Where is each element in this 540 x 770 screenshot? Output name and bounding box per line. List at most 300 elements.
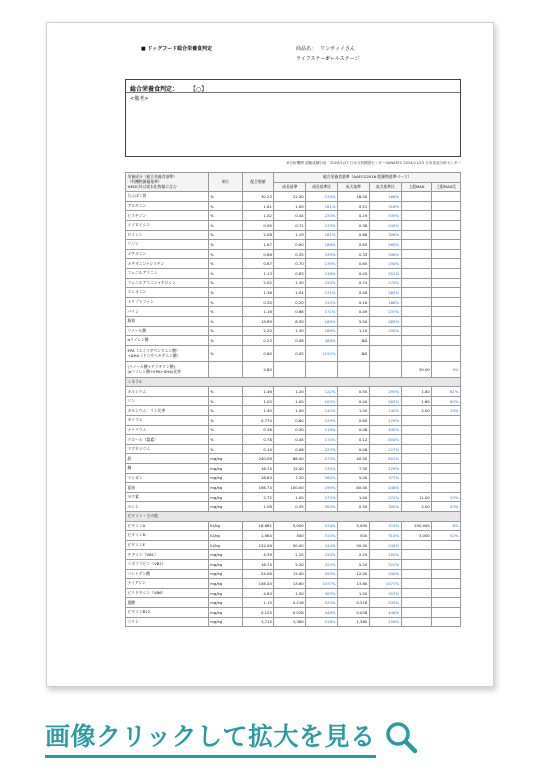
max-ratio-cell xyxy=(432,220,461,230)
growth-standard-cell: 1.20 xyxy=(274,387,306,397)
document-title: ■ ドッグフード総合栄養食判定 xyxy=(141,46,213,52)
max-limit-cell xyxy=(401,444,432,454)
unit-cell: mg/kg xyxy=(208,492,242,502)
growth-ratio-cell: 185% xyxy=(306,316,338,326)
adult-standard-cell: 1.00 xyxy=(337,492,369,502)
unit-cell: % xyxy=(208,406,242,416)
adult-ratio-cell: 227% xyxy=(369,444,401,454)
growth-standard-cell: 0.216 xyxy=(274,598,306,608)
nutrient-name-cell: ビタミンB12 xyxy=(126,607,209,617)
table-row xyxy=(126,492,461,502)
max-limit-cell xyxy=(401,230,432,240)
nutrient-name-cell: ヨウ素 xyxy=(126,492,209,502)
max-ratio-cell xyxy=(432,550,461,560)
nutrient-name-cell: メチオニン+シスチン xyxy=(126,259,209,269)
unit-cell: mg/kg xyxy=(208,502,242,512)
sub-header: 上限MAX xyxy=(401,182,432,192)
unit-cell: % xyxy=(208,425,242,435)
growth-standard-cell: 1.00 xyxy=(274,201,306,211)
adult-standard-cell: 0.33 xyxy=(337,249,369,259)
table-row xyxy=(126,396,461,406)
adult-standard-cell: 0.12 xyxy=(337,435,369,445)
growth-standard-cell: 88.00 xyxy=(274,454,306,464)
growth-ratio-cell: 288% xyxy=(306,336,338,346)
value-cell: 2.80 xyxy=(242,361,274,377)
unit-cell: % xyxy=(208,220,242,230)
adult-standard-cell: 1.50 xyxy=(337,588,369,598)
table-body xyxy=(126,192,461,627)
adult-standard-cell: 50.00 xyxy=(337,540,369,550)
value-cell: 1.02 xyxy=(242,211,274,221)
max-ratio-cell xyxy=(432,464,461,474)
sub-header: 上限MAX比 xyxy=(432,182,461,192)
table-row xyxy=(126,416,461,426)
table-row xyxy=(126,387,461,397)
table-row xyxy=(126,579,461,589)
adult-ratio-cell: 448% xyxy=(369,607,401,617)
unit-cell: IU/kg xyxy=(208,540,242,550)
max-limit-cell xyxy=(401,483,432,493)
max-limit-cell xyxy=(401,540,432,550)
max-limit-cell xyxy=(401,268,432,278)
adult-standard-cell: 0.216 xyxy=(337,598,369,608)
section-row xyxy=(126,512,461,522)
max-limit-cell xyxy=(401,307,432,317)
max-ratio-cell: 53% xyxy=(432,502,461,512)
adult-standard-cell: 0.028 xyxy=(337,607,369,617)
table-row xyxy=(126,559,461,569)
value-cell: 30.23 xyxy=(242,192,274,202)
growth-ratio-cell: 314% xyxy=(306,531,338,541)
unit-cell: mg/kg xyxy=(208,588,242,598)
growth-standard-cell: 1.00 xyxy=(274,406,306,416)
nutrient-name-cell: 亜鉛 xyxy=(126,483,209,493)
col-value-header: 配合数値 xyxy=(242,173,274,192)
adult-ratio-cell: 206% xyxy=(369,249,401,259)
adult-ratio-cell: 248% xyxy=(369,483,401,493)
value-cell: 1.61 xyxy=(242,201,274,211)
unit-cell: % xyxy=(208,230,242,240)
adult-ratio-cell: 377% xyxy=(369,473,401,483)
growth-standard-cell: 0.08 xyxy=(274,336,306,346)
growth-standard-cell: 1.30 xyxy=(274,326,306,336)
unit-cell: % xyxy=(208,259,242,269)
adult-ratio-cell: 168% xyxy=(369,192,401,202)
growth-ratio-cell: 533% xyxy=(306,598,338,608)
unit-cell: % xyxy=(208,336,242,346)
max-limit-cell xyxy=(401,559,432,569)
nutrient-name-cell: コリン xyxy=(126,617,209,627)
adult-ratio-cell: 237% xyxy=(369,307,401,317)
max-limit-cell xyxy=(401,345,432,361)
value-cell: 4.39 xyxy=(242,550,274,560)
unit-cell: mg/kg xyxy=(208,569,242,579)
growth-standard-cell: 0.35 xyxy=(274,502,306,512)
adult-ratio-cell: 150% xyxy=(369,259,401,269)
growth-standard-cell: 12.00 xyxy=(274,569,306,579)
table-row xyxy=(126,473,461,483)
adult-standard-cell: 2.25 xyxy=(337,550,369,560)
max-ratio-cell xyxy=(432,540,461,550)
growth-standard-cell: 1.00 xyxy=(274,492,306,502)
table-row xyxy=(126,569,461,579)
max-limit-cell: 2.00 xyxy=(401,502,432,512)
growth-standard-cell: 1.29 xyxy=(274,230,306,240)
adult-ratio-cell: 322% xyxy=(369,559,401,569)
table-row xyxy=(126,361,461,377)
table-row xyxy=(126,588,461,598)
growth-ratio-cell: 227% xyxy=(306,444,338,454)
growth-standard-cell: 0.71 xyxy=(274,220,306,230)
adult-ratio-cell: 265% xyxy=(369,240,401,250)
growth-standard-cell: 0.028 xyxy=(274,607,306,617)
nutrient-name-cell: スレオニン xyxy=(126,288,209,298)
value-cell: 198.74 xyxy=(242,483,274,493)
growth-standard-cell: 7.20 xyxy=(274,473,306,483)
max-ratio-cell xyxy=(432,307,461,317)
adult-standard-cell: 0.35 xyxy=(337,502,369,512)
max-limit-cell xyxy=(401,598,432,608)
value-cell: 1.05 xyxy=(242,396,274,406)
adult-standard-cell: 5.20 xyxy=(337,559,369,569)
max-limit-cell xyxy=(401,316,432,326)
growth-standard-cell: 1.04 xyxy=(274,288,306,298)
section-row xyxy=(126,377,461,387)
table-row xyxy=(126,201,461,211)
growth-ratio-cell: 119% xyxy=(306,425,338,435)
max-limit-cell xyxy=(401,259,432,269)
enlarge-link-text[interactable]: 画像クリックして拡大を見る xyxy=(45,717,376,758)
growth-standard-cell: 2.25 xyxy=(274,550,306,560)
adult-standard-cell: 0.08 xyxy=(337,425,369,435)
growth-ratio-cell: 262% xyxy=(306,473,338,483)
growth-standard-cell: 50.00 xyxy=(274,540,306,550)
max-ratio-cell xyxy=(432,454,461,464)
unit-cell: mg/kg xyxy=(208,559,242,569)
growth-ratio-cell: 307% xyxy=(306,588,338,598)
product-value: ワンポッイさん xyxy=(320,46,356,52)
growth-ratio-cell: 1192% xyxy=(306,345,338,361)
max-ratio-cell xyxy=(432,326,461,336)
max-ratio-cell xyxy=(432,192,461,202)
max-limit-cell xyxy=(401,278,432,288)
table-row xyxy=(126,464,461,474)
table-row xyxy=(126,617,461,627)
adult-ratio-cell: 1077% xyxy=(369,579,401,589)
table-row xyxy=(126,521,461,531)
unit-cell: IU/kg xyxy=(208,521,242,531)
section-label: ミネラル xyxy=(126,377,461,387)
value-cell: 146.44 xyxy=(242,579,274,589)
value-cell: 24.06 xyxy=(242,569,274,579)
growth-ratio-cell: 171% xyxy=(306,307,338,317)
nutrient-name-cell: 銅 xyxy=(126,464,209,474)
nutrient-name-cell: ピリドキシン（VB6） xyxy=(126,588,209,598)
nutrient-name-cell: カリウム xyxy=(126,416,209,426)
max-ratio-cell: 70% xyxy=(432,406,461,416)
max-ratio-cell xyxy=(432,579,461,589)
max-ratio-cell xyxy=(432,588,461,598)
nutrient-name-cell: チアミン（VB1） xyxy=(126,550,209,560)
max-ratio-cell xyxy=(432,336,461,346)
growth-standard-cell: 1.50 xyxy=(274,588,306,598)
growth-standard-cell: 0.35 xyxy=(274,249,306,259)
unit-cell: IU/kg xyxy=(208,531,242,541)
max-ratio-cell xyxy=(432,483,461,493)
nutrient-name-cell: 葉酸 xyxy=(126,598,209,608)
nutrient-name-cell: マンガン xyxy=(126,473,209,483)
growth-ratio-cell: 200% xyxy=(306,569,338,579)
max-ratio-cell xyxy=(432,598,461,608)
adult-ratio-cell: 374% xyxy=(369,521,401,531)
value-cell: 1.36 xyxy=(242,288,274,298)
product-label: 商品名： xyxy=(296,46,317,52)
table-row xyxy=(126,425,461,435)
nutrient-name-cell: 脂質 xyxy=(126,316,209,326)
unit-cell: % xyxy=(208,307,242,317)
nutrient-name-cell: ビタミンA xyxy=(126,521,209,531)
magnifier-icon[interactable] xyxy=(384,720,418,754)
judgment-note: <備考> xyxy=(130,96,149,102)
max-ratio-cell xyxy=(432,607,461,617)
max-ratio-cell xyxy=(432,230,461,240)
max-ratio-cell xyxy=(432,473,461,483)
unit-cell xyxy=(208,361,242,377)
adult-standard-cell: 0.19 xyxy=(337,211,369,221)
value-cell: 0.125 xyxy=(242,607,274,617)
nutrient-name-cell: マグネシウム xyxy=(126,444,209,454)
adult-ratio-cell: 293% xyxy=(369,387,401,397)
unit-cell: mg/kg xyxy=(208,598,242,608)
table-row xyxy=(126,550,461,560)
adult-standard-cell: 0.38 xyxy=(337,220,369,230)
growth-standard-cell: 0.06 xyxy=(274,444,306,454)
table-row xyxy=(126,531,461,541)
adult-standard-cell: 13.60 xyxy=(337,579,369,589)
max-limit-cell xyxy=(401,607,432,617)
judgment-label: 総合栄養食判定： xyxy=(130,86,179,93)
max-limit-cell xyxy=(401,473,432,483)
nutrient-name-cell: ナトリウム xyxy=(126,425,209,435)
value-cell: 16.74 xyxy=(242,464,274,474)
max-limit-cell: 30.00 xyxy=(401,361,432,377)
value-cell: 2.72 xyxy=(242,492,274,502)
nutrient-name-cell: ビタミンE xyxy=(126,540,209,550)
adult-standard-cell: 5,000 xyxy=(337,521,369,531)
judgment-box xyxy=(125,79,461,157)
max-limit-cell: 1.80 xyxy=(401,387,432,397)
max-limit-cell xyxy=(401,588,432,598)
value-cell: 2.20 xyxy=(242,326,274,336)
table-row xyxy=(126,316,461,326)
growth-ratio-cell: 155% xyxy=(306,278,338,288)
growth-standard-cell: 0.90 xyxy=(274,240,306,250)
max-limit-cell xyxy=(401,192,432,202)
value-cell: 122.09 xyxy=(242,540,274,550)
table-row xyxy=(126,598,461,608)
adult-ratio-cell xyxy=(369,336,401,346)
value-cell: 15.69 xyxy=(242,316,274,326)
max-ratio-cell xyxy=(432,444,461,454)
stage-label: ライフステージ： xyxy=(296,56,336,62)
growth-ratio-cell: 129% xyxy=(306,416,338,426)
unit-cell: % xyxy=(208,211,242,221)
nutrient-name-cell: クロール（塩素） xyxy=(126,435,209,445)
sub-header: 成犬基準 xyxy=(337,182,369,192)
adult-standard-cell: 0.68 xyxy=(337,230,369,240)
max-ratio-cell xyxy=(432,288,461,298)
table-row xyxy=(126,326,461,336)
max-limit-cell xyxy=(401,336,432,346)
table-row xyxy=(126,483,461,493)
adult-standard-cell: ND xyxy=(337,336,369,346)
max-ratio-cell: 81% xyxy=(432,387,461,397)
max-ratio-cell: 25% xyxy=(432,492,461,502)
growth-standard-cell: 1.00 xyxy=(274,396,306,406)
max-ratio-cell xyxy=(432,278,461,288)
growth-standard-cell: 5,000 xyxy=(274,521,306,531)
unit-cell: % xyxy=(208,268,242,278)
max-limit-cell: 3,000 xyxy=(401,531,432,541)
nutrient-name-cell: トリプトファン xyxy=(126,297,209,307)
adult-ratio-cell: 140% xyxy=(369,406,401,416)
table-row xyxy=(126,230,461,240)
judgment-divider xyxy=(126,92,460,93)
adult-standard-cell: 0.49 xyxy=(337,307,369,317)
max-ratio-cell xyxy=(432,201,461,211)
growth-ratio-cell: 139% xyxy=(306,259,338,269)
growth-ratio-cell: 244% xyxy=(306,540,338,550)
max-limit-cell xyxy=(401,550,432,560)
growth-ratio-cell: 1077% xyxy=(306,579,338,589)
adult-standard-cell: 7.30 xyxy=(337,464,369,474)
unit-cell: % xyxy=(208,240,242,250)
document-header xyxy=(61,43,479,79)
adult-ratio-cell: 272% xyxy=(369,492,401,502)
value-cell: 2.08 xyxy=(242,230,274,240)
growth-ratio-cell: 169% xyxy=(306,326,338,336)
growth-ratio-cell: 233% xyxy=(306,211,338,221)
unit-cell: % xyxy=(208,387,242,397)
max-ratio-cell: 9% xyxy=(432,361,461,377)
value-cell: 0.774 xyxy=(242,416,274,426)
unit-cell: mg/kg xyxy=(208,550,242,560)
growth-ratio-cell: 122% xyxy=(306,387,338,397)
section-label: ビタミン・その他 xyxy=(126,512,461,522)
value-cell: 0.36 xyxy=(242,425,274,435)
growth-standard-cell: 500 xyxy=(274,531,306,541)
table-row xyxy=(126,607,461,617)
unit-cell: mg/kg xyxy=(208,483,242,493)
adult-standard-cell xyxy=(337,361,369,377)
adult-standard-cell: 18.00 xyxy=(337,192,369,202)
adult-ratio-cell: 229% xyxy=(369,464,401,474)
growth-ratio-cell: 161% xyxy=(306,201,338,211)
nutrient-name-cell: リン xyxy=(126,396,209,406)
growth-ratio-cell: 174% xyxy=(306,435,338,445)
growth-ratio-cell: 374% xyxy=(306,521,338,531)
adult-standard-cell: 0.65 xyxy=(337,259,369,269)
max-ratio-cell xyxy=(432,268,461,278)
table-row xyxy=(126,406,461,416)
sub-header: 成犬基準比 xyxy=(369,182,401,192)
growth-ratio-cell: 199% xyxy=(306,483,338,493)
adult-standard-cell: 1.00 xyxy=(337,406,369,416)
growth-standard-cell: 0.44 xyxy=(274,211,306,221)
enlarge-link[interactable] xyxy=(45,720,418,754)
nutrient-name-cell: ビタミンD xyxy=(126,531,209,541)
growth-ratio-cell: 136% xyxy=(306,268,338,278)
value-cell: 1.46 xyxy=(242,387,274,397)
table-row xyxy=(126,454,461,464)
nutrient-name-cell: リボフラビン（VB2） xyxy=(126,559,209,569)
max-ratio-cell xyxy=(432,211,461,221)
table-row xyxy=(126,307,461,317)
adult-ratio-cell: 200% xyxy=(369,569,401,579)
unit-cell: % xyxy=(208,396,242,406)
document-image[interactable] xyxy=(46,22,494,687)
nutrient-name-cell: EPA（エイコサペンタエン酸） +DHA（ドコサヘキサエン酸） xyxy=(126,345,209,361)
growth-standard-cell: 0.70 xyxy=(274,259,306,269)
growth-ratio-cell: 322% xyxy=(306,559,338,569)
table-row xyxy=(126,211,461,221)
nutrient-name-cell: ロイシン xyxy=(126,230,209,240)
max-limit-cell: 11.00 xyxy=(401,492,432,502)
max-ratio-cell xyxy=(432,617,461,627)
growth-ratio-cell: 135% xyxy=(306,464,338,474)
value-cell: 1.13 xyxy=(242,268,274,278)
value-cell: 1.06 xyxy=(242,502,274,512)
nutrient-name-cell: フェニルアラニン xyxy=(126,268,209,278)
adult-standard-cell: ND xyxy=(337,345,369,361)
adult-ratio-cell: 307% xyxy=(369,588,401,598)
growth-standard-cell: 0.05 xyxy=(274,345,306,361)
adult-standard-cell: 1.10 xyxy=(337,326,369,336)
max-limit-cell xyxy=(401,454,432,464)
nutrient-name-cell: 鉄 xyxy=(126,454,209,464)
max-ratio-cell xyxy=(432,316,461,326)
adult-ratio-cell: 314% xyxy=(369,531,401,541)
table-row xyxy=(126,435,461,445)
table-row xyxy=(126,444,461,454)
unit-cell: % xyxy=(208,416,242,426)
table-row xyxy=(126,240,461,250)
growth-ratio-cell: 140% xyxy=(306,406,338,416)
value-cell: 0.30 xyxy=(242,297,274,307)
adult-ratio-cell: 539% xyxy=(369,211,401,221)
value-cell: 240.09 xyxy=(242,454,274,464)
max-limit-cell xyxy=(401,435,432,445)
unit-cell: % xyxy=(208,435,242,445)
nutrient-name-cell: ナイアシン xyxy=(126,579,209,589)
adult-ratio-cell: 273% xyxy=(369,278,401,288)
value-cell: 0.67 xyxy=(242,259,274,269)
unit-cell: % xyxy=(208,201,242,211)
judgment-value: 【○】 xyxy=(190,86,208,93)
sub-header: 成長基準 xyxy=(274,182,306,192)
sub-header: 成長基準比 xyxy=(306,182,338,192)
max-ratio-cell xyxy=(432,435,461,445)
adult-ratio-cell: 126% xyxy=(369,617,401,627)
table-row xyxy=(126,249,461,259)
table-row xyxy=(126,502,461,512)
nutrient-name-cell: リノール酸 xyxy=(126,326,209,336)
unit-cell: % xyxy=(208,345,242,361)
value-cell: 0.68 xyxy=(242,249,274,259)
growth-standard-cell: 0.45 xyxy=(274,435,306,445)
adult-standard-cell: 0.40 xyxy=(337,396,369,406)
nutrient-name-cell: イソロイシン xyxy=(126,220,209,230)
